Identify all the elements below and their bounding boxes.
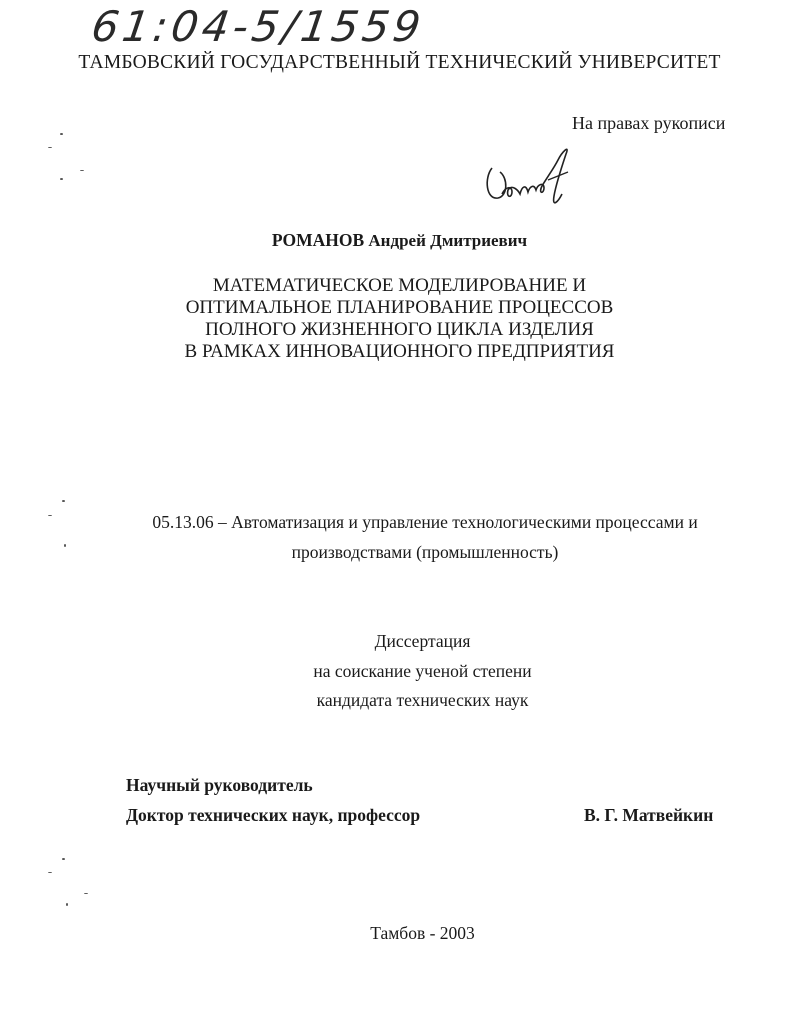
supervisor-label: Научный руководитель <box>126 775 313 795</box>
scan-speck <box>60 133 63 135</box>
scan-speck <box>60 178 63 180</box>
title-line: ОПТИМАЛЬНОЕ ПЛАНИРОВАНИЕ ПРОЦЕССОВ <box>185 297 614 318</box>
specialty-line: 05.13.06 – Автоматизация и управление технологическими процессами и <box>152 512 698 532</box>
degree-statement <box>0 627 799 716</box>
specialty-code <box>100 507 750 567</box>
supervisor-name: В. Г. Матвейкин <box>584 805 714 825</box>
archive-code-handwritten: 61:04-5/1559 <box>88 2 428 51</box>
scan-speck <box>62 500 65 502</box>
scan-speck <box>62 858 65 860</box>
author-given-names: Андрей Дмитриевич <box>368 231 528 250</box>
author-signature <box>478 138 578 223</box>
university-name: ТАМБОВСКИЙ ГОСУДАРСТВЕННЫЙ ТЕХНИЧЕСКИЙ УНИВЕРСИТЕТ <box>78 52 721 73</box>
dissertation-title <box>0 275 799 363</box>
scan-speck <box>84 893 88 894</box>
specialty-line: производствами (промышленность) <box>291 542 559 562</box>
scan-speck <box>80 170 84 171</box>
signature-icon <box>478 138 578 218</box>
scan-speck <box>64 544 66 547</box>
city-year: Тамбов - 2003 <box>370 923 475 943</box>
scan-speck <box>66 903 68 906</box>
degree-line: Диссертация <box>374 631 471 651</box>
degree-line: кандидата технических наук <box>316 690 529 710</box>
title-line: ПОЛНОГО ЖИЗНЕННОГО ЦИКЛА ИЗДЕЛИЯ <box>205 319 594 340</box>
scan-speck <box>48 872 52 873</box>
author-surname: РОМАНОВ <box>271 230 365 250</box>
scan-speck <box>48 147 52 148</box>
title-line: МАТЕМАТИЧЕСКОЕ МОДЕЛИРОВАНИЕ И <box>212 275 587 296</box>
manuscript-rights-note: На правах рукописи <box>572 113 726 133</box>
scan-speck <box>48 515 52 516</box>
title-line: В РАМКАХ ИННОВАЦИОННОГО ПРЕДПРИЯТИЯ <box>184 341 615 362</box>
degree-line: на соискание ученой степени <box>313 660 532 681</box>
author-name <box>0 230 799 251</box>
supervisor-degree: Доктор технических наук, профессор <box>126 805 421 825</box>
